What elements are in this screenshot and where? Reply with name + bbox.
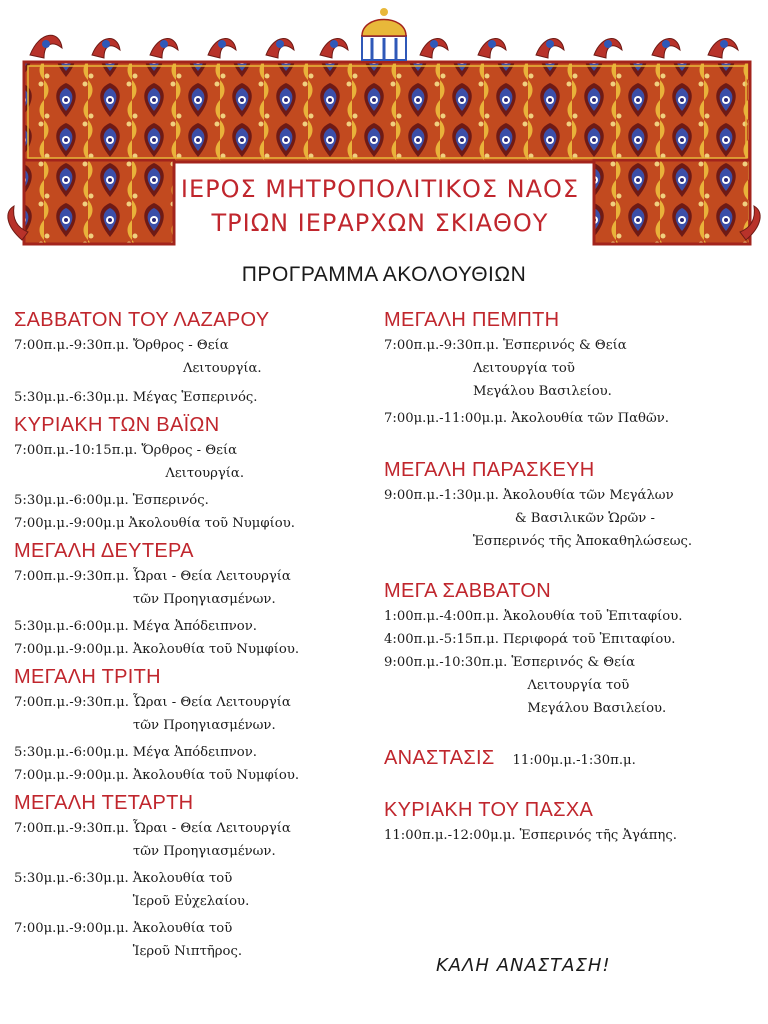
service-time: 5:30μ.μ.-6:00μ.μ. bbox=[14, 745, 129, 760]
service-time: 7:00π.μ.-10:15π.μ. bbox=[14, 443, 138, 458]
service-time: 7:00π.μ.-9:30π.μ. bbox=[14, 569, 129, 584]
service-entry bbox=[384, 824, 764, 847]
service-entry bbox=[14, 512, 374, 535]
service-entry bbox=[384, 484, 764, 553]
service-time: 5:30μ.μ.-6:00μ.μ. bbox=[14, 619, 129, 634]
day-block bbox=[384, 306, 764, 430]
service-time: 7:00μ.μ.-11:00μ.μ. bbox=[384, 411, 508, 426]
service-description: Ἀκολουθία τοῦ Ἐπιταφίου. bbox=[502, 609, 683, 624]
service-time: 7:00π.μ.-9:30π.μ. bbox=[14, 821, 129, 836]
service-entry bbox=[14, 489, 374, 512]
service-description: Ἀκολουθία τῶν Μεγάλων & Βασιλικῶν Ὡρῶν - Ἑσπερινός τῆς Ἀποκαθηλώσεως. bbox=[472, 488, 693, 549]
day-block bbox=[14, 411, 374, 535]
service-time: 5:30μ.μ.-6:30μ.μ. bbox=[14, 390, 129, 405]
easter-greeting: ΚΑΛΗ ΑΝΑΣΤΑΣΗ! bbox=[436, 955, 611, 976]
service-entry bbox=[14, 386, 374, 409]
service-time: 5:30μ.μ.-6:00μ.μ. bbox=[14, 493, 129, 508]
service-time: 5:30μ.μ.-6:30μ.μ. bbox=[14, 871, 129, 886]
program-title: ΠΡΟΓΡΑΜΜΑ ΑΚΟΛΟΥΘΙΩΝ bbox=[241, 263, 527, 286]
service-entry bbox=[14, 638, 374, 661]
service-description: Ἑσπερινός & Θεία Λειτουργία τοῦ Μεγάλου Βασιλείου. bbox=[472, 338, 627, 399]
service-description: Ἀκολουθία τοῦ Νυμφίου. bbox=[132, 768, 300, 783]
day-block bbox=[14, 789, 374, 963]
service-description: Μέγα Ἀπόδειπνον. bbox=[132, 745, 257, 760]
service-entry bbox=[14, 334, 374, 380]
service-time: 7:00π.μ.-9:30π.μ. bbox=[14, 695, 129, 710]
service-description: Ἀκολουθία τοῦ Ἱεροῦ Εὐχελαίου. bbox=[132, 871, 250, 909]
service-entry bbox=[14, 917, 374, 963]
service-entry bbox=[384, 407, 764, 430]
day-block bbox=[384, 744, 764, 772]
service-description: Ὧραι - Θεία Λειτουργία τῶν Προηγιασμένων. bbox=[132, 821, 291, 859]
service-time: 9:00π.μ.-10:30π.μ. bbox=[384, 655, 508, 670]
service-time: 7:00μ.μ.-9:00μ.μ bbox=[14, 516, 125, 531]
day-block bbox=[14, 306, 374, 409]
service-description: Ἀκολουθία τοῦ Ἱεροῦ Νιπτῆρος. bbox=[132, 921, 243, 959]
service-description: Ὧραι - Θεία Λειτουργία τῶν Προηγιασμένων. bbox=[132, 695, 291, 733]
church-name-line2: ΤΡΙΩΝ ΙΕΡΑΡΧΩΝ ΣΚΙΑΘΟΥ bbox=[211, 209, 549, 237]
service-description: Ἀκολουθία τοῦ Νυμφίου. bbox=[132, 642, 300, 657]
day-title: ΚΥΡΙΑΚΗ ΤΟΥ ΠΑΣΧΑ bbox=[384, 799, 594, 821]
service-entry bbox=[14, 741, 374, 764]
day-title: ΜΕΓΑΛΗ ΤΡΙΤΗ bbox=[14, 666, 161, 688]
service-entry bbox=[384, 334, 764, 403]
service-description: Μέγας Ἑσπερινός. bbox=[132, 390, 258, 405]
day-block bbox=[384, 456, 764, 553]
service-time: 11:00π.μ.-12:00μ.μ. bbox=[384, 828, 516, 843]
day-block bbox=[384, 577, 764, 720]
day-title: ΜΕΓΑ ΣΑΒΒΑΤΟΝ bbox=[384, 580, 551, 602]
service-time: 7:00π.μ.-9:30π.μ. bbox=[14, 338, 129, 353]
service-entry bbox=[384, 628, 764, 651]
day-title: ΚΥΡΙΑΚΗ ΤΩΝ ΒΑΪΩΝ bbox=[14, 414, 220, 436]
service-description: Ἀκολουθία τῶν Παθῶν. bbox=[511, 411, 669, 426]
service-description: Ὧραι - Θεία Λειτουργία τῶν Προηγιασμένων. bbox=[132, 569, 291, 607]
day-block bbox=[14, 537, 374, 661]
service-time: 7:00μ.μ.-9:00μ.μ. bbox=[14, 921, 129, 936]
service-description: Ὄρθρος - Θεία Λειτουργία. bbox=[132, 338, 262, 376]
church-name bbox=[180, 172, 580, 240]
day-title: ΜΕΓΑΛΗ ΠΑΡΑΣΚΕΥΗ bbox=[384, 459, 595, 481]
service-entry bbox=[14, 615, 374, 638]
service-description: Ἑσπερινός τῆς Ἀγάπης. bbox=[519, 828, 677, 843]
service-time: 1:00π.μ.-4:00π.μ. bbox=[384, 609, 499, 624]
service-entry bbox=[14, 764, 374, 787]
service-time: 7:00π.μ.-9:30π.μ. bbox=[384, 338, 499, 353]
service-description: Ὄρθρος - Θεία Λειτουργία. bbox=[141, 443, 245, 481]
service-time: 4:00π.μ.-5:15π.μ. bbox=[384, 632, 499, 647]
day-title: ΣΑΒΒΑΤΟΝ ΤΟΥ ΛΑΖΑΡΟΥ bbox=[14, 309, 270, 331]
day-block bbox=[384, 796, 764, 847]
right-schedule-column bbox=[384, 306, 764, 847]
left-schedule-column bbox=[14, 306, 374, 963]
day-block bbox=[14, 663, 374, 787]
dome-icon bbox=[362, 8, 406, 60]
day-title: ΜΕΓΑΛΗ ΤΕΤΑΡΤΗ bbox=[14, 792, 194, 814]
service-time: 9:00π.μ.-1:30μ.μ. bbox=[384, 488, 499, 503]
day-title: ΜΕΓΑΛΗ ΠΕΜΠΤΗ bbox=[384, 309, 560, 331]
service-entry bbox=[14, 439, 374, 485]
day-title: ΜΕΓΑΛΗ ΔΕΥΤΕΡΑ bbox=[14, 540, 194, 562]
church-name-line1: ΙΕΡΟΣ ΜΗΤΡΟΠΟΛΙΤΙΚΟΣ ΝΑΟΣ bbox=[180, 175, 580, 203]
service-entry bbox=[14, 565, 374, 611]
service-entry bbox=[14, 817, 374, 863]
service-time: 7:00μ.μ.-9:00μ.μ. bbox=[14, 768, 129, 783]
service-description: Περιφορά τοῦ Ἐπιταφίου. bbox=[502, 632, 676, 647]
service-time: 11:00μ.μ.-1:30π.μ. bbox=[512, 753, 636, 768]
service-description: Ἑσπερινός. bbox=[132, 493, 209, 508]
service-description: Ἑσπερινός & Θεία Λειτουργία τοῦ Μεγάλου Βασιλείου. bbox=[511, 655, 667, 716]
service-description: Μέγα Ἀπόδειπνον. bbox=[132, 619, 257, 634]
service-time: 7:00μ.μ.-9:00μ.μ. bbox=[14, 642, 129, 657]
service-description: Ἀκολουθία τοῦ Νυμφίου. bbox=[128, 516, 295, 531]
service-entry bbox=[14, 691, 374, 737]
service-entry bbox=[384, 651, 764, 720]
service-entry bbox=[14, 867, 374, 913]
service-entry bbox=[384, 605, 764, 628]
day-title: ΑΝΑΣΤΑΣΙΣ bbox=[384, 747, 495, 769]
